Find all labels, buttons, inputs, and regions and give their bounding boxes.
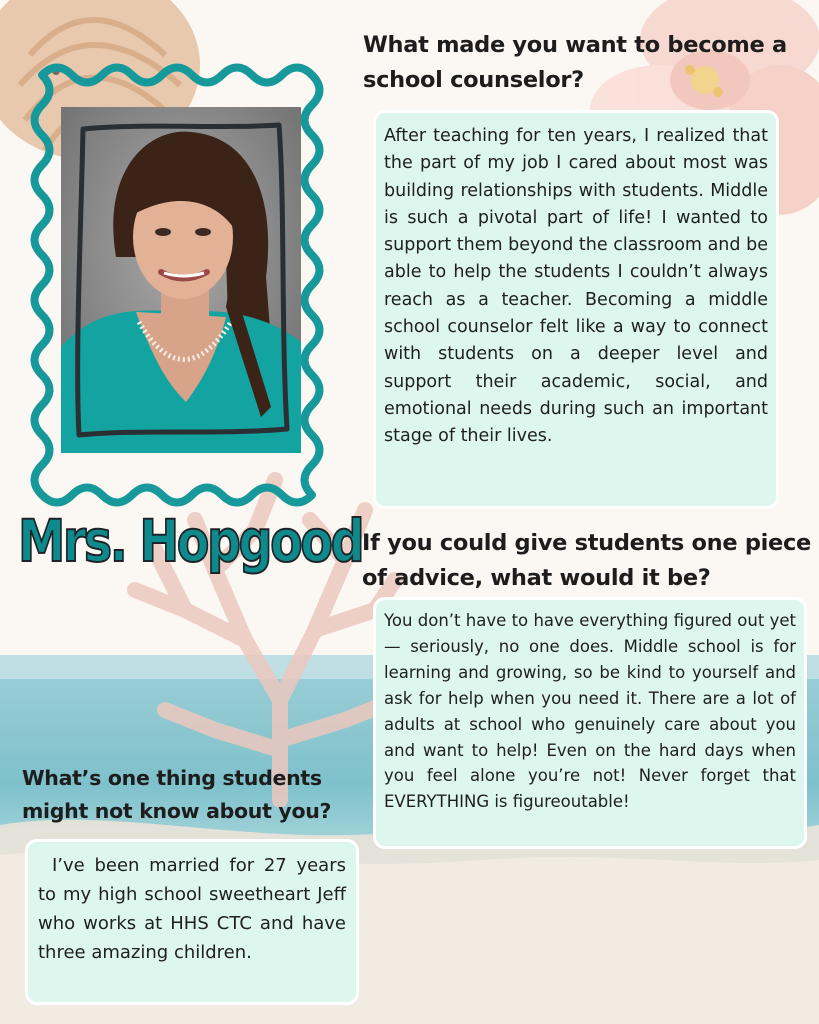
answer-2-box: You don’t have to have everything figured out yet — seriously, no one does. Middle school is for learning and growing, so be kind to yourself and ask for help when you need it. There are a lot of adults at school who genuinely care about you and want to help! Even on the hard days when you feel alone you’re not! Never forget that EVERYTHING is figureoutable!	[376, 600, 804, 846]
answer-1-box: After teaching for ten years, I realized that the part of my job I cared about most was building relationships with students. Middle is such a pivotal part of life! I wanted to support them beyond the classroom and be able to help the students I couldn’t always reach as a teacher. Becoming a middle school counselor felt like a way to connect with students on a deeper level and support their academic, social, and emotional needs during such an important stage of their lives.	[376, 113, 776, 506]
question-2-heading: If you could give students one piece of advice, what would it be?	[362, 530, 811, 591]
question-1-heading: What made you want to become a school counselor?	[363, 32, 787, 93]
portrait-photo	[61, 107, 301, 453]
question-3-heading: What’s one thing students might not know about you?	[22, 766, 332, 823]
counselor-name: Mrs. Hopgood	[18, 507, 363, 575]
hand-drawn-border-icon	[61, 107, 301, 453]
answer-3-box: I’ve been married for 27 years to my high school sweetheart Jeff who works at HHS CTC and have three amazing children.	[28, 842, 356, 1002]
